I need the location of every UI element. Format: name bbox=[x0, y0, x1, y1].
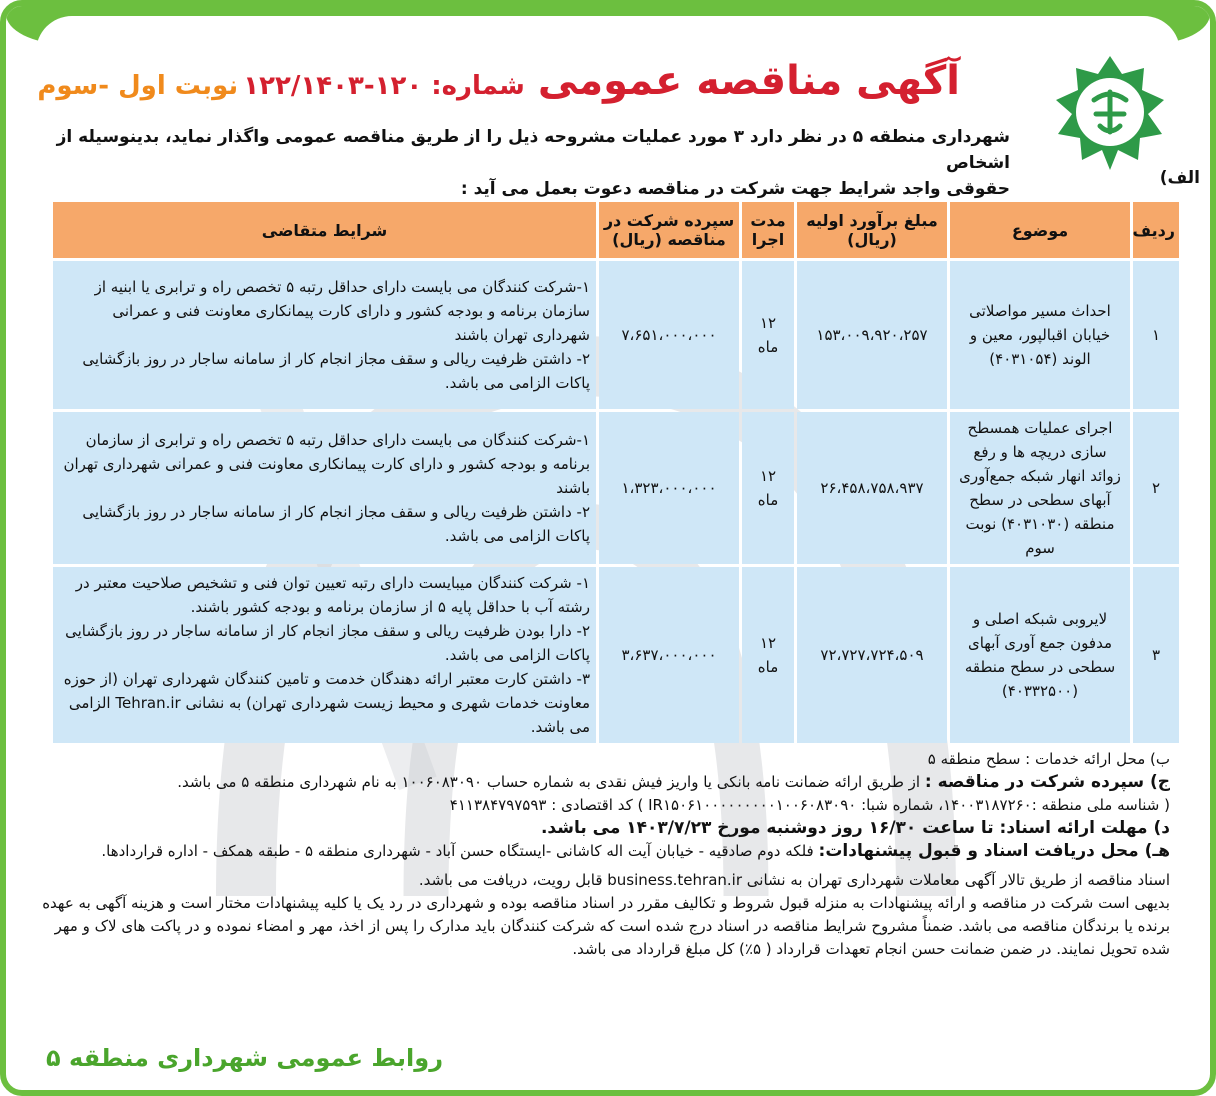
cell-deposit: ۷،۶۵۱،۰۰۰،۰۰۰ bbox=[599, 261, 739, 409]
cell-duration: ۱۲ ماه bbox=[742, 412, 794, 564]
header-subject: موضوع bbox=[950, 202, 1130, 258]
page-title bbox=[37, 58, 960, 120]
section-label-alef: الف) bbox=[1159, 168, 1200, 188]
notes-section bbox=[42, 748, 1170, 961]
condition-2: ۲- داشتن ظرفیت ریالی و سقف مجاز انجام کار از سامانه ساجار در روز بازگشایی پاکات الزامی می باشد. bbox=[82, 350, 590, 392]
header-duration: مدت اجرا bbox=[742, 202, 794, 258]
note-e-label: هـ) محل دریافت اسناد و قبول پیشنهادات: bbox=[818, 841, 1170, 861]
condition-2: ۲- داشتن ظرفیت ریالی و سقف مجاز انجام کار از سامانه ساجار در روز بازگشایی پاکات الزامی می باشد. bbox=[82, 503, 590, 545]
cell-estimate: ۷۲،۷۲۷،۷۲۴،۵۰۹ bbox=[797, 567, 947, 743]
header-estimate: مبلغ برآورد اولیه (ریال) bbox=[797, 202, 947, 258]
footer-signature: روابط عمومی شهرداری منطقه ۵ bbox=[46, 1044, 444, 1072]
note-c bbox=[42, 771, 1170, 794]
title-main: آگهی مناقصه عمومی bbox=[537, 58, 960, 104]
cell-estimate: ۱۵۳،۰۰۹،۹۲۰،۲۵۷ bbox=[797, 261, 947, 409]
cell-subject: لایروبی شبکه اصلی و مدفون جمع آوری آبهای سطحی در سطح منطقه (۴۰۳۳۲۵۰۰) bbox=[950, 567, 1130, 743]
condition-1: ۱-شرکت کنندگان می بایست دارای حداقل رتبه ۵ تخصص راه و ترابری از سازمان برنامه و بودجه کشور و دارای کارت پیمانکاری معاونت فنی و عمرانی شهرداری تهران باشند bbox=[63, 431, 590, 497]
cell-duration: ۱۲ ماه bbox=[742, 567, 794, 743]
intro-text bbox=[42, 124, 1010, 202]
note-c-ids: ( شناسه ملی منطقه :۱۴۰۰۳۱۸۷۲۶۰، شماره شبا: IR۱۵۰۶۱۰۰۰۰۰۰۰۰۰۱۰۰۶۰۸۳۰۹۰ ) کد اقتصادی : ۴۱۱۳۸۴۷۹۷۵۹۳ bbox=[449, 796, 1170, 814]
cell-conditions bbox=[53, 567, 596, 743]
condition-1: ۱-شرکت کنندگان می بایست دارای حداقل رتبه ۵ تخصص راه و ترابری یا ابنیه از سازمان برنامه و بودجه کشور و دارای کارت پیمانکاری معاونت فنی و عمرانی شهرداری تهران باشند bbox=[94, 278, 590, 344]
condition-2: ۲- دارا بودن ظرفیت ریالی و سقف مجاز انجام کار از سامانه ساجار در روز بازگشایی پاکات الزامی می باشد. bbox=[65, 622, 590, 664]
table-row bbox=[53, 412, 1179, 564]
cell-duration: ۱۲ ماه bbox=[742, 261, 794, 409]
top-band bbox=[6, 6, 1210, 44]
tender-table bbox=[50, 199, 1182, 746]
table-header-row bbox=[53, 202, 1179, 258]
cell-conditions bbox=[53, 412, 596, 564]
cell-subject: اجرای عملیات همسطح سازی دریچه ها و رفع زوائد انهار شبکه جمع‌آوری آبهای سطحی در سطح منطقه (۴۰۳۱۰۳۰) نوبت سوم bbox=[950, 412, 1130, 564]
tehran-municipality-logo-icon bbox=[1050, 52, 1170, 172]
cell-deposit: ۳،۶۳۷،۰۰۰،۰۰۰ bbox=[599, 567, 739, 743]
cell-deposit: ۱،۳۲۳،۰۰۰،۰۰۰ bbox=[599, 412, 739, 564]
cell-row-no: ۱ bbox=[1133, 261, 1179, 409]
header-conditions: شرایط متقاضی bbox=[53, 202, 596, 258]
condition-3: ۳- داشتن کارت معتبر ارائه دهندگان خدمت و تامین کنندگان شهرداری تهران (از حوزه معاونت خدمات شهری و محیط زیست شهرداری تهران) به نشانی Tehran.ir الزامی می باشد. bbox=[63, 670, 590, 736]
cell-estimate: ۲۶،۴۵۸،۷۵۸،۹۳۷ bbox=[797, 412, 947, 564]
intro-line-1: شهرداری منطقه ۵ در نظر دارد ۳ مورد عملیات مشروحه ذیل را از طریق مناقصه عمومی واگذار نماید، بدینوسیله از اشخاص bbox=[56, 127, 1010, 173]
header-deposit: سپرده شرکت در مناقصه (ریال) bbox=[599, 202, 739, 258]
cell-conditions bbox=[53, 261, 596, 409]
cell-row-no: ۲ bbox=[1133, 412, 1179, 564]
note-d: د) مهلت ارائه اسناد: تا ساعت ۱۶/۳۰ روز دوشنبه مورخ ۱۴۰۳/۷/۲۳ می باشد. bbox=[540, 818, 1170, 838]
condition-1: ۱- شرکت کنندگان میبایست دارای رتبه تعیین توان فنی و تشخیص صلاحیت معتبر در رشته آب با حداقل پایه ۵ از سازمان برنامه و بودجه کشور باشند. bbox=[75, 574, 590, 616]
note-p1: اسناد مناقصه از طریق تالار آگهی معاملات شهرداری تهران به نشانی business.tehran.ir قابل رویت، دریافت می باشد. bbox=[418, 871, 1170, 889]
note-e-text: فلکه دوم صادقیه - خیابان آیت اله کاشانی -ایستگاه حسن آباد - شهرداری منطقه ۵ - طبقه همکف - اداره قراردادها. bbox=[101, 842, 814, 860]
intro-line-2: حقوقی واجد شرایط جهت شرکت در مناقصه دعوت بعمل می آید : bbox=[460, 179, 1010, 199]
note-p2: بدیهی است شرکت در مناقصه و ارائه پیشنهادات به منزله قبول شروط و تکالیف مقرر در اسناد مناقصه بوده و شهرداری در رد یک یا کلیه پیشنهادات مختار است و هزینه آگهی به عهده برنده یا برندگان مناقصه می باشد. ضمناً مشروح شرایط مناقصه در اسناد درج شده است که شرکت کنندگان باید مدارک را پس از اخذ، مهر و امضاء نموده و در پاکت های لاک و مهر شده تحویل نمایند. در ضمن ضمانت حسن انجام تعهدات قرارداد ( ۵٪) کل مبلغ قرارداد می باشد. bbox=[42, 894, 1170, 958]
cell-row-no: ۳ bbox=[1133, 567, 1179, 743]
table-row bbox=[53, 261, 1179, 409]
header-row-no: ردیف bbox=[1133, 202, 1179, 258]
title-number: شماره: ۱۲۰-۱۲۲/۱۴۰۳ bbox=[243, 71, 525, 101]
note-b: ب) محل ارائه خدمات : سطح منطقه ۵ bbox=[927, 750, 1170, 768]
note-c-label: ج) سپرده شرکت در مناقصه : bbox=[924, 772, 1170, 792]
note-e bbox=[42, 840, 1170, 863]
title-round: نوبت اول -سوم bbox=[37, 71, 239, 101]
cell-subject: احداث مسیر مواصلاتی خیابان اقبالپور، معین و الوند (۴۰۳۱۰۵۴) bbox=[950, 261, 1130, 409]
note-c-text: از طریق ارائه ضمانت نامه بانکی یا واریز فیش نقدی به شماره حساب ۱۰۰۶۰۸۳۰۹۰ به نام شهرداری منطقه ۵ می باشد. bbox=[177, 773, 921, 791]
table-row bbox=[53, 567, 1179, 743]
